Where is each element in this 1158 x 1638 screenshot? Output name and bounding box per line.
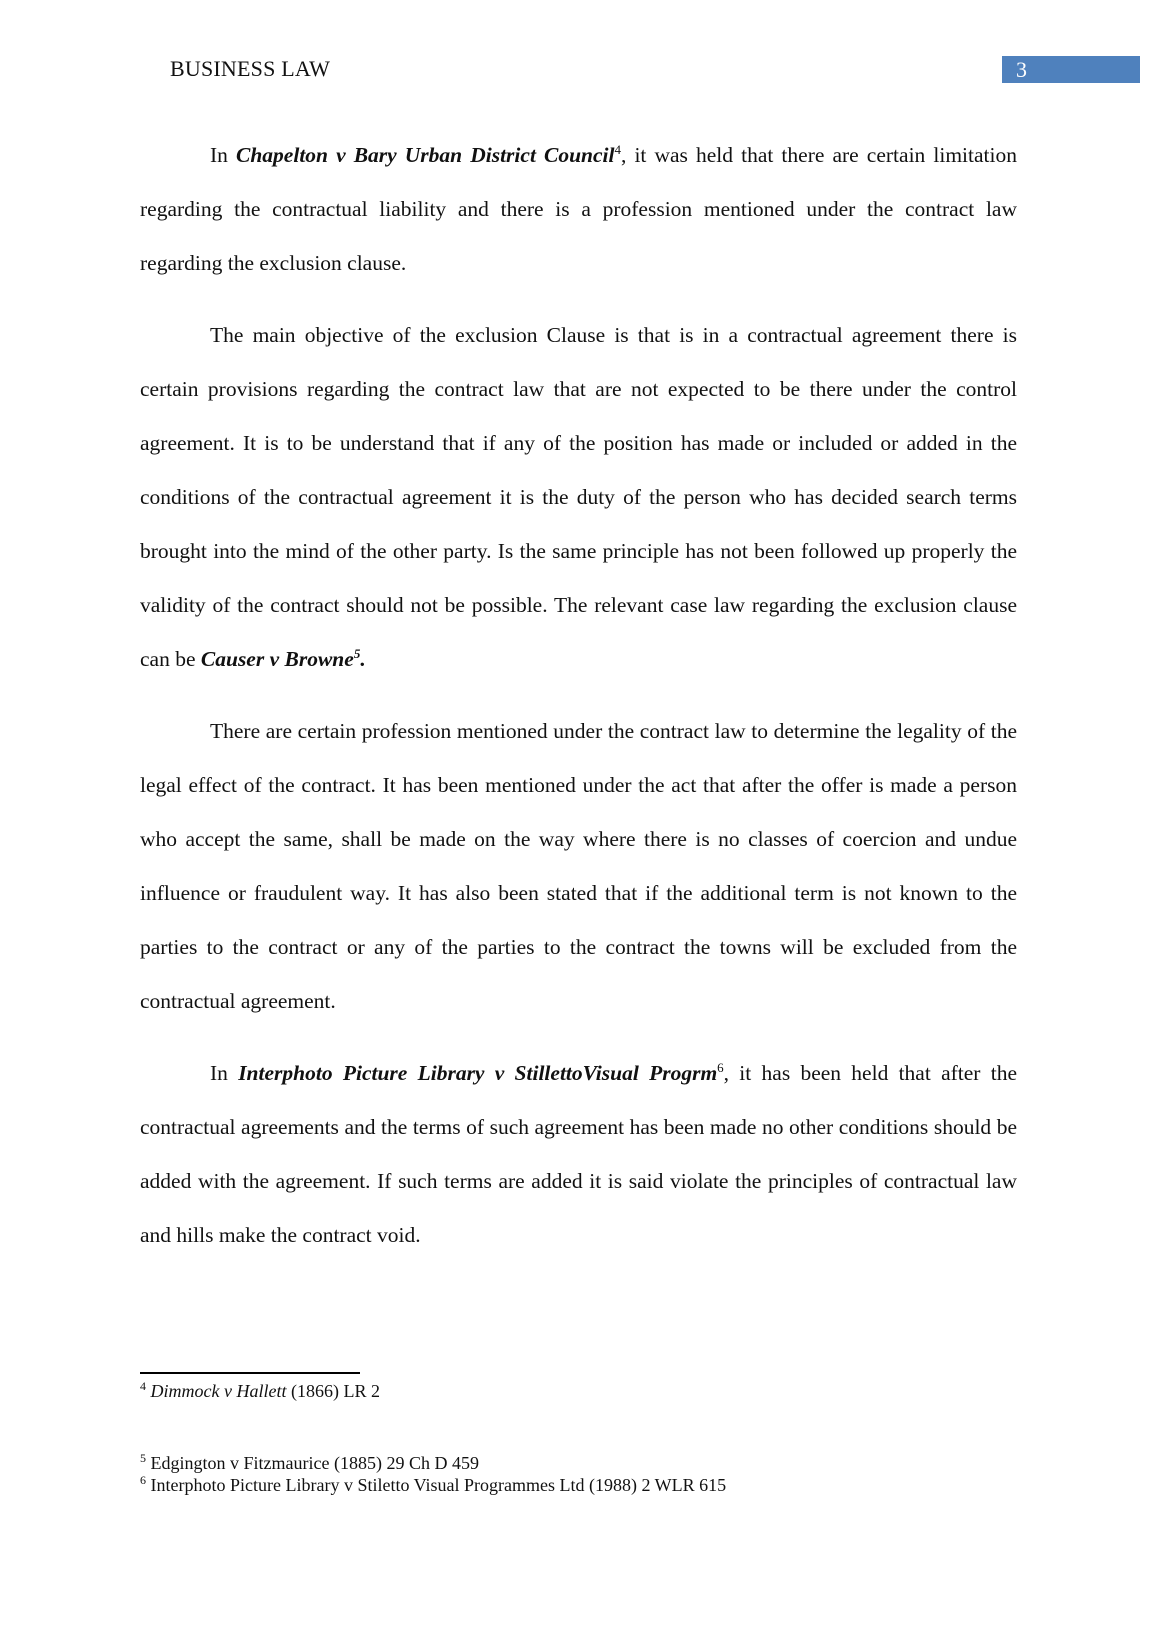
footnote-ref: 5 (353, 645, 361, 661)
paragraph-tail: . (360, 647, 366, 671)
paragraph-4 (140, 1046, 1017, 1262)
paragraph-text: There are certain profession mentioned under the contract law to determine the legality of the legal effect of the contract. It has been mentioned under the act that after the offer is made a person who accept the same, shall be made on the way where there is no classes of coercion and undue influence or fraudulent way. It has also been stated that if the additional term is not known to the parties to the contract or any of the parties to the contract the towns will be excluded from the contractual agreement. (140, 719, 1017, 1013)
footnote-ref: 6 (717, 1059, 724, 1075)
case-name: Interphoto Picture Library v StillettoVisual Progrm (238, 1061, 718, 1085)
document-body (140, 128, 1017, 1280)
paragraph-2 (140, 308, 1017, 686)
footnote-text: Interphoto Picture Library v Stiletto Visual Programmes Ltd (1988) 2 WLR 615 (146, 1475, 727, 1495)
footnote-number: 5 (140, 1451, 146, 1465)
footnote-case: Dimmock v Hallett (150, 1381, 287, 1401)
header-title: BUSINESS LAW (170, 56, 331, 81)
paragraph-3 (140, 704, 1017, 1028)
footnote-number: 4 (140, 1379, 146, 1393)
footnote-separator (140, 1372, 360, 1374)
footnote-ref: 4 (614, 141, 621, 157)
footnote-text: Edgington v Fitzmaurice (1885) 29 Ch D 459 (146, 1453, 479, 1473)
page-number: 3 (1002, 56, 1140, 83)
footnote-number: 6 (140, 1473, 146, 1487)
paragraph-lead: In (210, 1061, 239, 1085)
footnote-4 (140, 1380, 380, 1402)
paragraph-text: The main objective of the exclusion Clause is that is in a contractual agreement there is certain provisions regarding the contract law that are not expected to be there under the control agreement. It is to be understand that if any of the position has made or included or added in the conditions of the contractual agreement it is the duty of the person who has decided search terms brought into the mind of the other party. Is the same principle has not been followed up properly the validity of the contract should not be possible. The relevant case law regarding the exclusion clause can be (140, 323, 1017, 671)
case-name: Causer v Browne (200, 647, 354, 671)
paragraph-lead: In (210, 143, 236, 167)
footnote-6 (140, 1474, 726, 1496)
paragraph-text: , it was held that there are certain limitation regarding the contractual liability and there is a profession mentioned under the contract law regarding the exclusion clause. (140, 143, 1017, 275)
footnote-text: (1866) LR 2 (286, 1381, 380, 1401)
footnote-5 (140, 1452, 479, 1474)
paragraph-text: , it has been held that after the contractual agreements and the terms of such agreement has been made no other conditions should be added with the agreement. If such terms are added it is said violate the principles of contractual law and hills make the contract void. (140, 1061, 1017, 1247)
case-name: Chapelton v Bary Urban District Council (236, 143, 615, 167)
paragraph-1 (140, 128, 1017, 290)
